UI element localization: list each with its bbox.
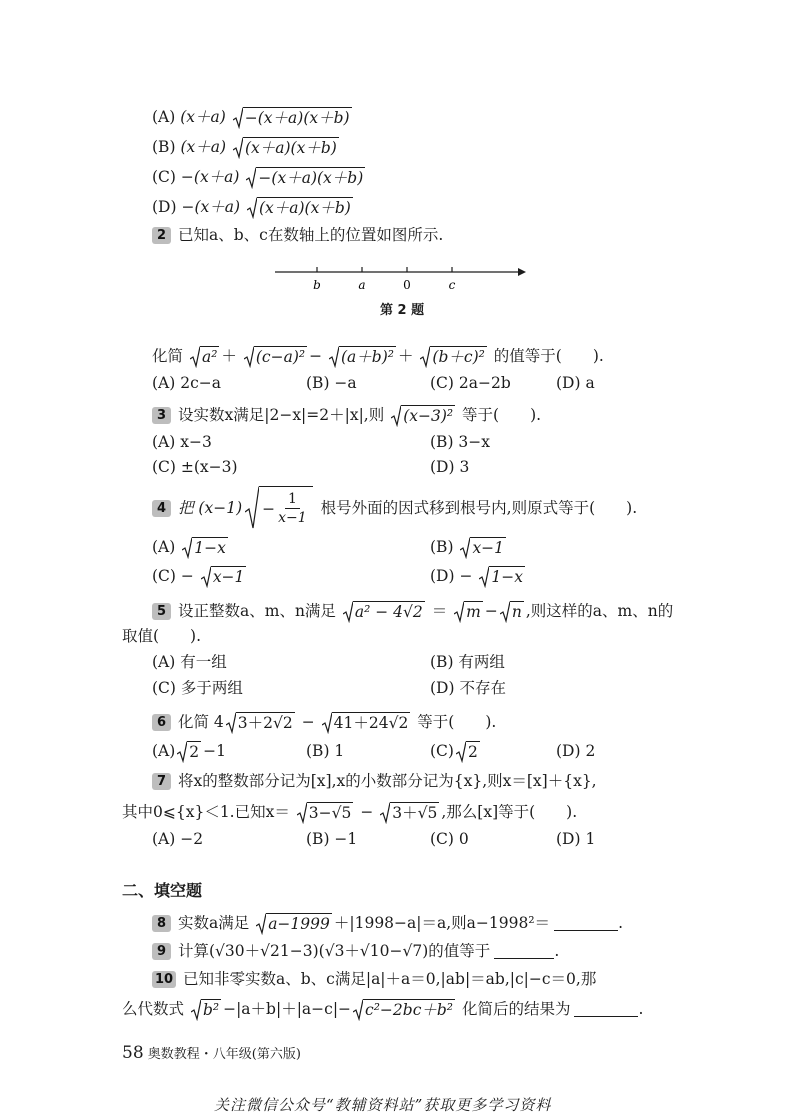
question-number-badge: 10 — [152, 971, 176, 988]
question-2-expression: 化简 a² ＋ (c−a)² − (a＋b)² ＋ (b＋c)² 的值等于( ). — [152, 347, 604, 366]
q6-option-d: (D) 2 — [556, 742, 596, 760]
q1-option-b: (B) (x＋a) (x＋a)(x＋b) — [152, 138, 337, 157]
question-number-badge: 7 — [152, 773, 171, 790]
q1-option-d: (D) −(x＋a) (x＋a)(x＋b) — [152, 198, 351, 217]
answer-blank[interactable] — [494, 942, 554, 959]
answer-blank[interactable] — [554, 914, 618, 931]
q3-option-b: (B) 3−x — [430, 433, 491, 451]
q6-option-b: (B) 1 — [306, 742, 345, 760]
question-10-stem: 10 已知非零实数a、b、c满足|a|＋a＝0,|ab|＝ab,|c|−c＝0,那 — [152, 968, 596, 990]
question-10-line2: 么代数式 b² −|a＋b|＋|a−c|− c²−2bc＋b² 化简后的结果为 . — [122, 1000, 644, 1019]
answer-blank[interactable] — [574, 1000, 638, 1017]
q5-option-d: (D) 不存在 — [430, 679, 506, 697]
q2-option-d: (D) a — [556, 374, 595, 392]
q7-option-a: (A) −2 — [152, 830, 204, 848]
q1-option-a: (A) (x＋a) −(x＋a)(x＋b) — [152, 108, 350, 127]
question-2-stem: 2 已知a、b、c在数轴上的位置如图所示. — [152, 224, 443, 246]
q5-option-c: (C) 多于两组 — [152, 679, 243, 697]
question-6-stem: 6 化简 4 3＋2√2 − 41＋24√2 等于( ). — [152, 711, 496, 734]
question-7-stem: 7 将x的整数部分记为[x],x的小数部分记为{x},则x＝[x]＋{x}, — [152, 770, 597, 792]
q3-option-d: (D) 3 — [430, 458, 470, 476]
question-number-badge: 3 — [152, 407, 171, 424]
q4-option-d: (D) − 1−x — [430, 567, 523, 586]
question-number-badge: 6 — [152, 714, 171, 731]
axis-label-c: c — [448, 278, 456, 292]
q3-option-c: (C) ±(x−3) — [152, 458, 238, 476]
question-7-line2: 其中0⩽{x}＜1.已知x＝ 3−√5 − 3＋√5 ,那么[x]等于( ). — [122, 803, 578, 822]
q7-option-c: (C) 0 — [430, 830, 469, 848]
q6-option-c: (C) 2 — [430, 742, 478, 761]
watermark-text: 关注微信公众号“教辅资料站”获取更多学习资料 — [214, 1096, 552, 1114]
q4-option-b: (B) x−1 — [430, 538, 505, 557]
page-number: 58 — [122, 1043, 144, 1063]
page-footer — [122, 1042, 301, 1066]
question-5-stem: 5 设正整数a、m、n满足 a² − 4√2 ＝ m − n ,则这样的a、m、n的 — [152, 600, 673, 623]
axis-label-a: a — [358, 278, 366, 292]
question-5-line2: 取值( ). — [122, 627, 202, 645]
axis-label-b: b — [313, 278, 321, 292]
q4-option-c: (C) − x−1 — [152, 567, 245, 586]
number-line-figure — [270, 262, 530, 294]
q4-option-a: (A) 1−x — [152, 538, 226, 557]
question-number-badge: 9 — [152, 943, 171, 960]
figure-caption: 第 2 题 — [380, 303, 425, 318]
question-8-stem: 8 实数a满足 a−1999 ＋|1998−a|＝a,则a−1998²＝ . — [152, 912, 623, 935]
question-3-stem: 3 设实数x满足|2−x|=2＋|x|,则 (x−3)² 等于( ). — [152, 404, 541, 427]
question-number-badge: 4 — [152, 500, 171, 517]
question-9-stem: 9 计算(√30＋√21−3)(√3＋√10−√7)的值等于 . — [152, 940, 559, 962]
book-title: 奥数教程・八年级(第六版) — [147, 1047, 301, 1062]
arrow-icon — [518, 268, 526, 276]
q5-option-a: (A) 有一组 — [152, 653, 227, 671]
q7-option-b: (B) −1 — [306, 830, 358, 848]
question-number-badge: 8 — [152, 915, 171, 932]
q7-option-d: (D) 1 — [556, 830, 596, 848]
q2-option-c: (C) 2a−2b — [430, 374, 511, 392]
q2-option-b: (B) −a — [306, 374, 357, 392]
section-title: 二、填空题 — [122, 881, 203, 900]
question-4-stem: 4 把 (x−1) − $\frac{1}{x-1}$ 根号外面的因式移到根号内,则原式等于( ). — [152, 486, 637, 530]
q6-option-a: (A) 2 −1 — [152, 742, 227, 761]
question-number-badge: 5 — [152, 603, 171, 620]
q3-option-a: (A) x−3 — [152, 433, 212, 451]
q1-option-c: (C) −(x＋a) −(x＋a)(x＋b) — [152, 168, 364, 187]
question-number-badge: 2 — [152, 227, 171, 244]
axis-label-0: 0 — [403, 278, 411, 292]
q5-option-b: (B) 有两组 — [430, 653, 505, 671]
q2-option-a: (A) 2c−a — [152, 374, 221, 392]
